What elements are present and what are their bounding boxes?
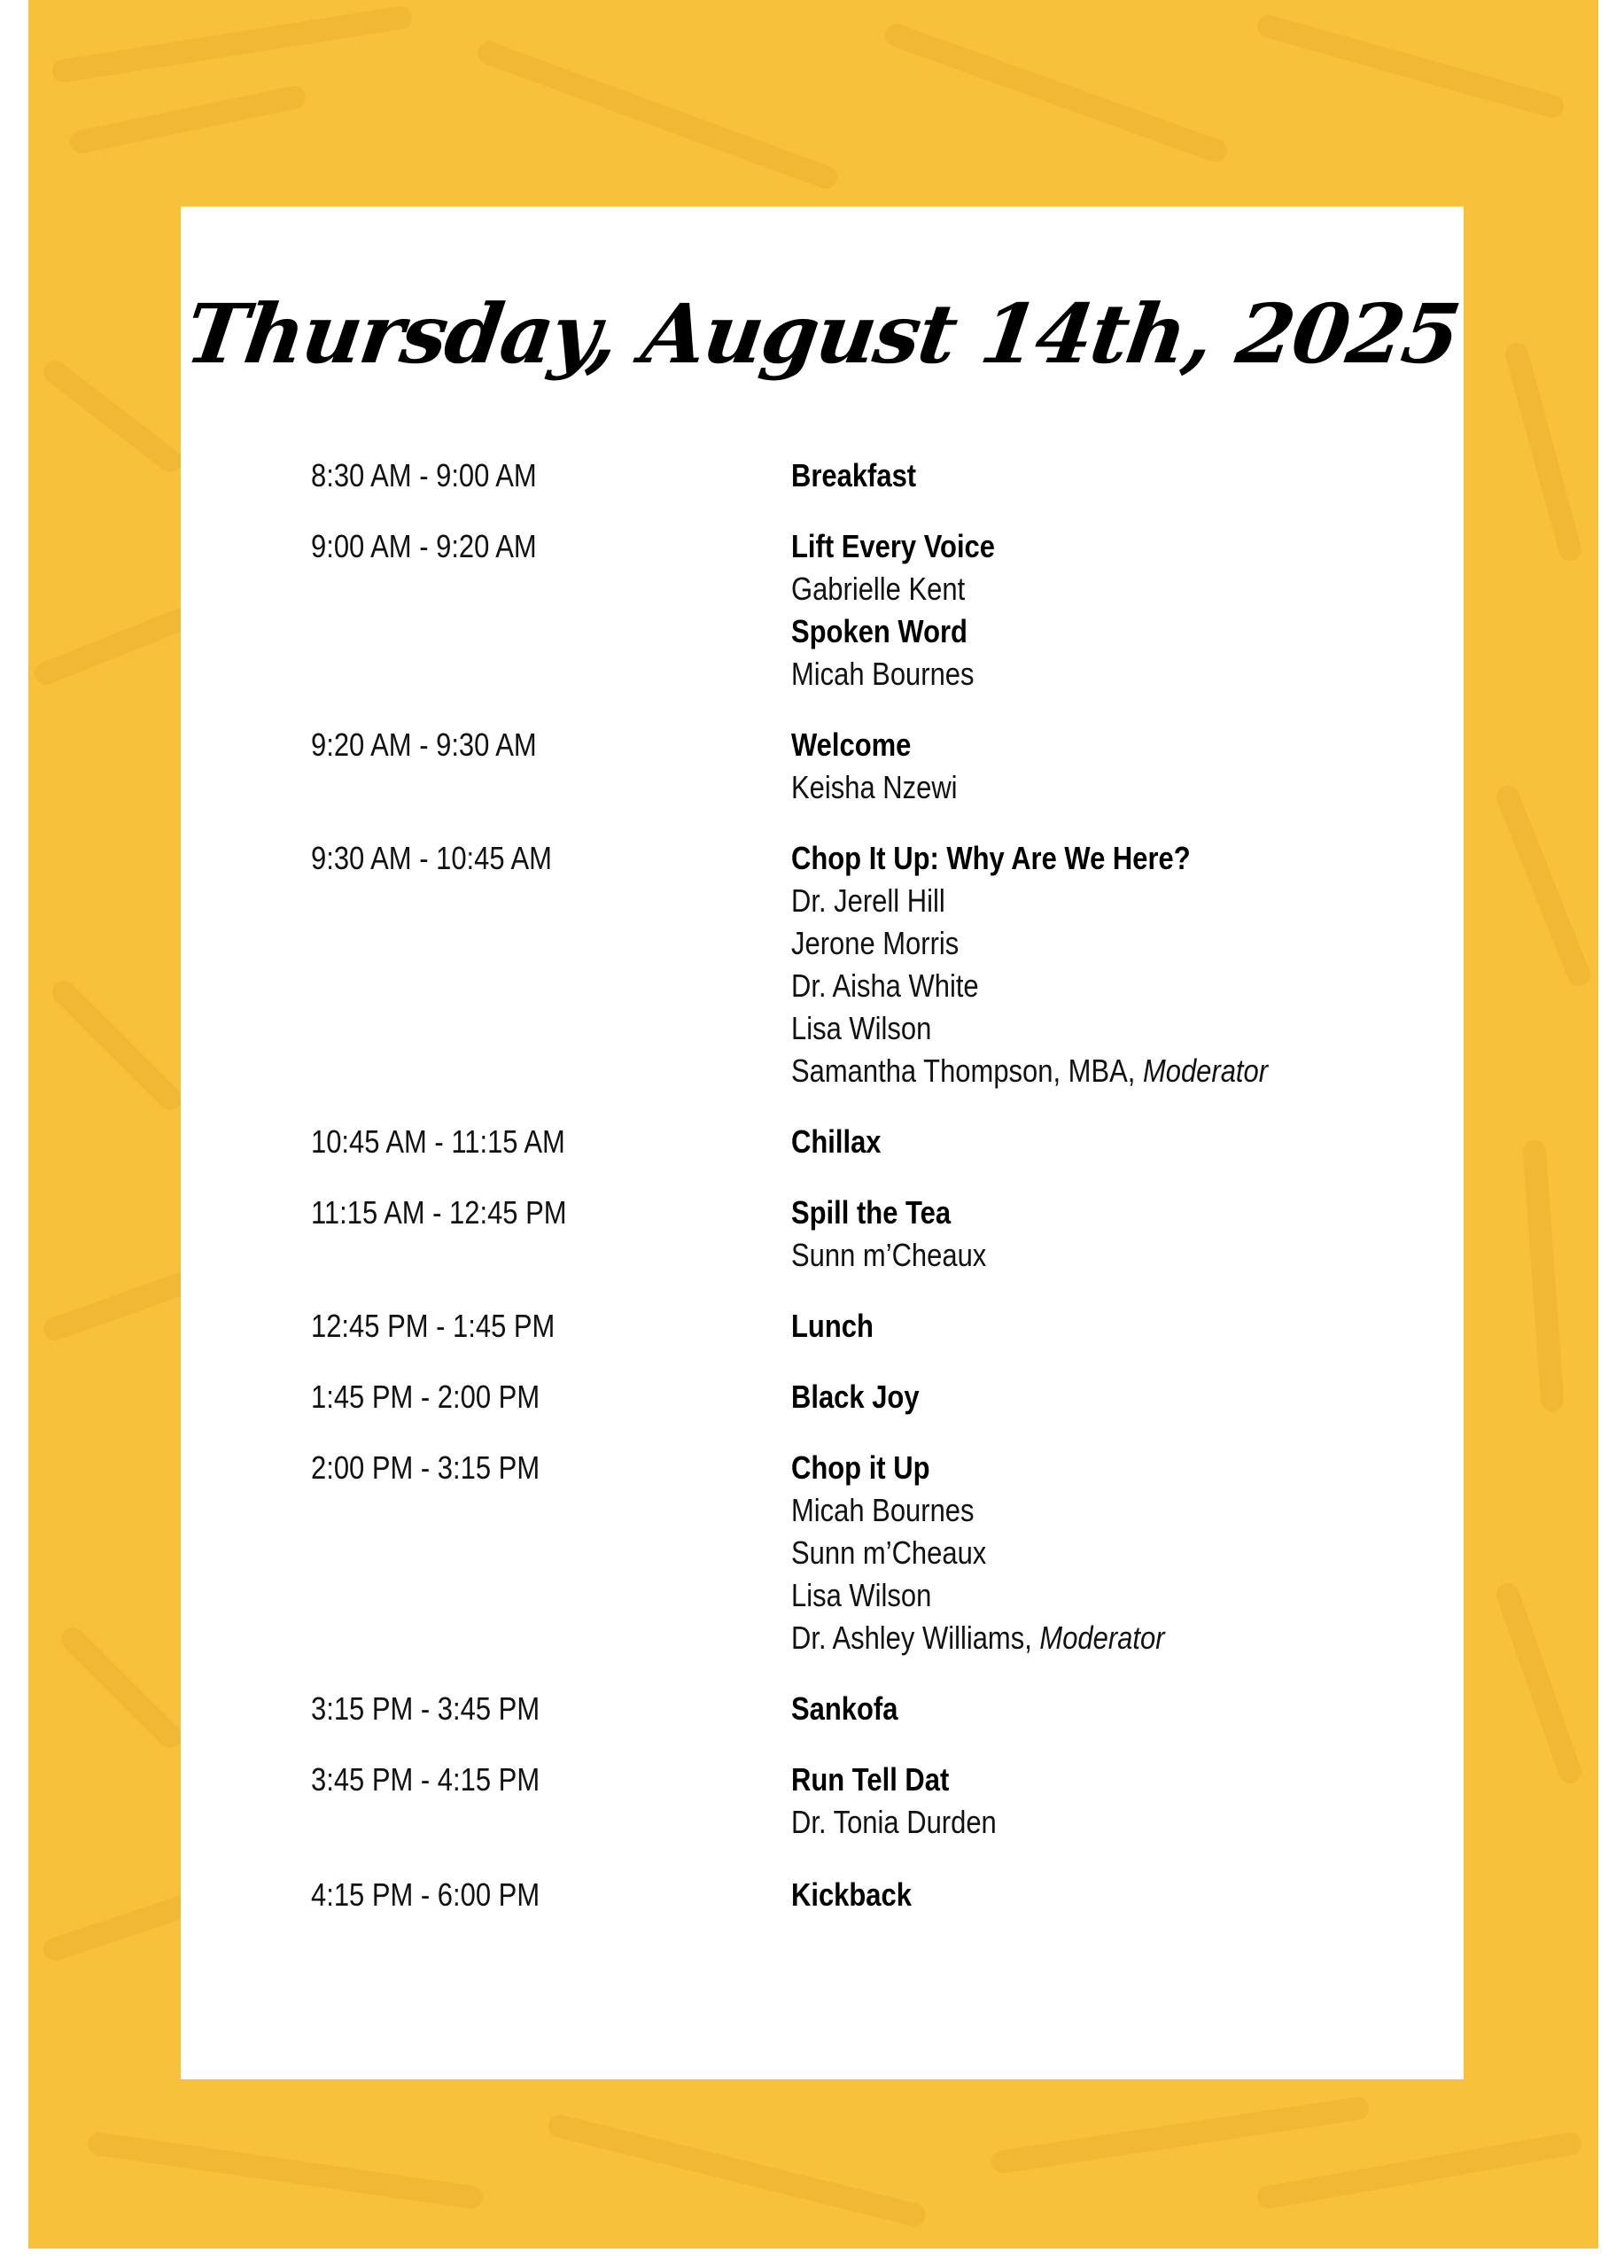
schedule-row bbox=[311, 525, 1445, 695]
session-time: 10:45 AM - 11:15 AM bbox=[311, 1123, 565, 1160]
schedule-row bbox=[311, 1447, 1445, 1659]
session-title: Sankofa bbox=[791, 1690, 898, 1727]
session-time: 3:15 PM - 3:45 PM bbox=[311, 1690, 540, 1727]
session-person: Sunn m’Cheaux bbox=[791, 1237, 987, 1273]
session-title: Chop It Up: Why Are We Here? bbox=[791, 840, 1191, 876]
schedule-row bbox=[311, 1121, 1445, 1163]
session-time: 8:30 AM - 9:00 AM bbox=[311, 457, 537, 493]
person-name: Samantha Thompson, MBA, bbox=[791, 1052, 1143, 1089]
moderator-role: Moderator bbox=[1039, 1619, 1165, 1656]
session-person: Lisa Wilson bbox=[791, 1577, 932, 1613]
session-time: 11:15 AM - 12:45 PM bbox=[311, 1194, 567, 1231]
session-person: Micah Bournes bbox=[791, 1492, 975, 1528]
session-time: 12:45 PM - 1:45 PM bbox=[311, 1308, 556, 1344]
session-details bbox=[791, 1192, 1354, 1277]
session-person: Keisha Nzewi bbox=[791, 769, 958, 805]
session-person: Lisa Wilson bbox=[791, 1010, 932, 1046]
session-time: 9:20 AM - 9:30 AM bbox=[311, 726, 537, 763]
session-title: Welcome bbox=[791, 726, 912, 763]
session-details bbox=[791, 1376, 1354, 1418]
moderator-role: Moderator bbox=[1142, 1052, 1269, 1089]
session-title: Spoken Word bbox=[791, 613, 967, 649]
session-details bbox=[791, 1305, 1354, 1348]
session-time: 2:00 PM - 3:15 PM bbox=[311, 1449, 540, 1486]
schedule-card bbox=[181, 206, 1464, 2079]
schedule-row bbox=[311, 1192, 1445, 1277]
session-details bbox=[791, 1121, 1354, 1163]
session-details bbox=[791, 1688, 1354, 1730]
session-person: Dr. Jerell Hill bbox=[791, 882, 945, 919]
session-title: Lunch bbox=[791, 1308, 874, 1344]
schedule-row bbox=[311, 454, 1445, 497]
schedule-row bbox=[311, 1688, 1445, 1730]
session-details bbox=[791, 1874, 1354, 1916]
session-person bbox=[791, 1050, 1354, 1092]
schedule-list bbox=[311, 454, 1445, 1945]
session-time: 1:45 PM - 2:00 PM bbox=[311, 1379, 540, 1415]
session-person: Sunn m’Cheaux bbox=[791, 1534, 987, 1571]
schedule-row bbox=[311, 1874, 1445, 1916]
session-details bbox=[791, 525, 1354, 695]
session-title: Lift Every Voice bbox=[791, 528, 995, 564]
session-person: Dr. Aisha White bbox=[791, 967, 979, 1004]
session-person: Gabrielle Kent bbox=[791, 571, 966, 607]
session-title: Spill the Tea bbox=[791, 1194, 952, 1231]
session-time: 4:15 PM - 6:00 PM bbox=[311, 1876, 540, 1913]
session-time: 9:00 AM - 9:20 AM bbox=[311, 528, 537, 564]
session-title: Kickback bbox=[791, 1876, 912, 1913]
schedule-row bbox=[311, 837, 1445, 1092]
session-person bbox=[791, 1617, 1354, 1659]
session-time: 9:30 AM - 10:45 AM bbox=[311, 840, 552, 876]
person-name: Dr. Ashley Williams, bbox=[791, 1619, 1040, 1656]
session-details bbox=[791, 837, 1354, 1092]
session-person: Micah Bournes bbox=[791, 656, 975, 692]
schedule-row bbox=[311, 1376, 1445, 1418]
session-title: Chop it Up bbox=[791, 1449, 930, 1486]
schedule-row bbox=[311, 1305, 1445, 1348]
session-details bbox=[791, 1759, 1354, 1844]
session-title: Chillax bbox=[791, 1123, 882, 1160]
session-details bbox=[791, 724, 1354, 809]
session-person: Jerone Morris bbox=[791, 925, 960, 961]
session-details bbox=[791, 454, 1354, 497]
session-title: Breakfast bbox=[791, 457, 917, 493]
session-details bbox=[791, 1447, 1354, 1659]
page-title: Thursday, August 14th, 2025 bbox=[180, 286, 1465, 382]
session-time: 3:45 PM - 4:15 PM bbox=[311, 1761, 540, 1798]
schedule-row bbox=[311, 724, 1445, 809]
session-person: Dr. Tonia Durden bbox=[791, 1804, 997, 1840]
session-title: Black Joy bbox=[791, 1379, 920, 1415]
schedule-row bbox=[311, 1759, 1445, 1844]
session-title: Run Tell Dat bbox=[791, 1761, 950, 1798]
